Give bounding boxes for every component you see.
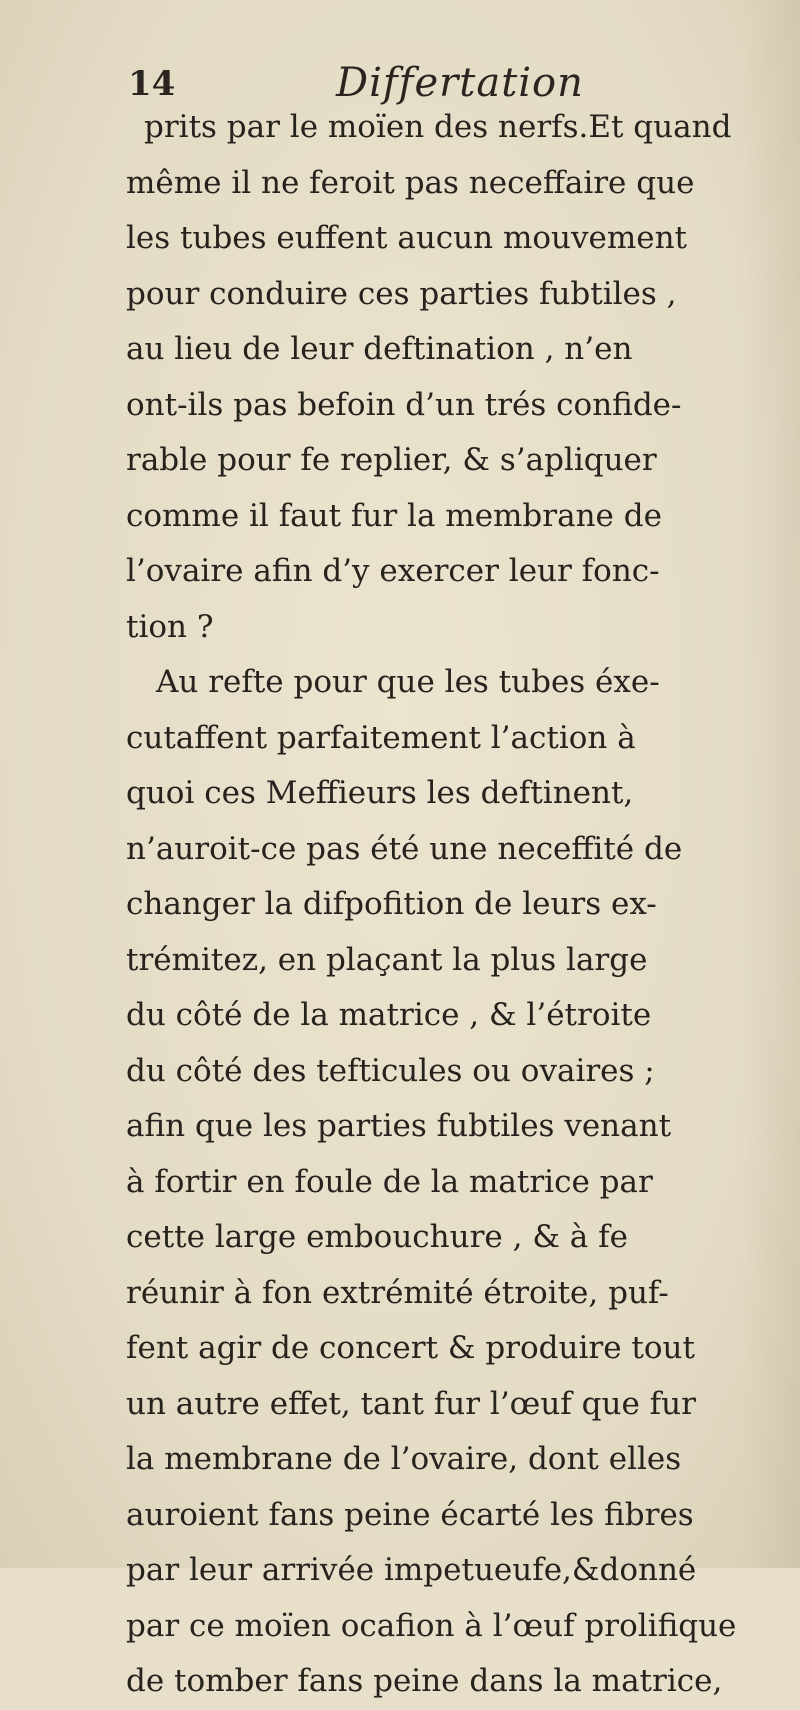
text-line: réunir à fon extrémité étroite, puf- — [126, 1274, 669, 1311]
text-line: un autre effet, tant fur l’œuf que fur — [126, 1385, 696, 1422]
text-line: du côté de la matrice , & l’étroite — [126, 997, 652, 1033]
text-line: cette large embouchure , & à fe — [126, 1219, 628, 1255]
text-line: la membrane de l’ovaire, dont elles — [126, 1441, 682, 1477]
text-line: l’ovaire afin d’y exercer leur fonc- — [126, 553, 660, 589]
text-line: prits par le moïen des nerfs.Et quand — [144, 109, 732, 145]
running-title: Differtation — [336, 60, 584, 106]
text-line: ont-ils pas befoin d’un trés confide- — [126, 386, 682, 423]
text-line: auroient fans peine écarté les fibres — [126, 1496, 694, 1533]
text-line: à fortir en foule de la matrice par — [126, 1163, 653, 1200]
page-number: 14 — [128, 64, 176, 104]
text-line: fent agir de concert & produire tout — [126, 1330, 695, 1366]
text-line: de tomber fans peine dans la matrice, — [126, 1663, 723, 1699]
text-line: même il ne feroit pas neceffaire que — [126, 164, 695, 201]
text-line: changer la difpofition de leurs ex- — [126, 886, 657, 922]
text-line: au lieu de leur deftination , n’en — [126, 331, 633, 367]
body-text — [126, 100, 737, 1710]
text-line: rable pour fe replier, & s’apliquer — [126, 442, 657, 478]
text-line: du côté des tefticules ou ovaires ; — [126, 1052, 655, 1089]
text-line: cutaffent parfaitement l’action à — [126, 719, 636, 756]
text-line: tion ? — [126, 608, 214, 645]
text-line: quoi ces Meffieurs les deftinent, — [126, 775, 634, 811]
text-line: Au refte pour que les tubes éxe- — [156, 664, 660, 700]
page-edge-shadow — [740, 0, 800, 1568]
text-line: afin que les parties fubtiles venant — [126, 1108, 672, 1144]
text-line: n’auroit-ce pas été une neceffité de — [126, 830, 683, 867]
text-line: par leur arrivée impetueufe,&donné — [126, 1552, 697, 1588]
text-line: par ce moïen ocafion à l’œuf prolifique — [126, 1607, 737, 1644]
text-line: pour conduire ces parties fubtiles , — [126, 275, 677, 312]
text-line: comme il faut fur la membrane de — [126, 497, 662, 534]
text-line: les tubes euffent aucun mouvement — [126, 220, 687, 256]
text-line: trémitez, en plaçant la plus large — [126, 941, 648, 978]
